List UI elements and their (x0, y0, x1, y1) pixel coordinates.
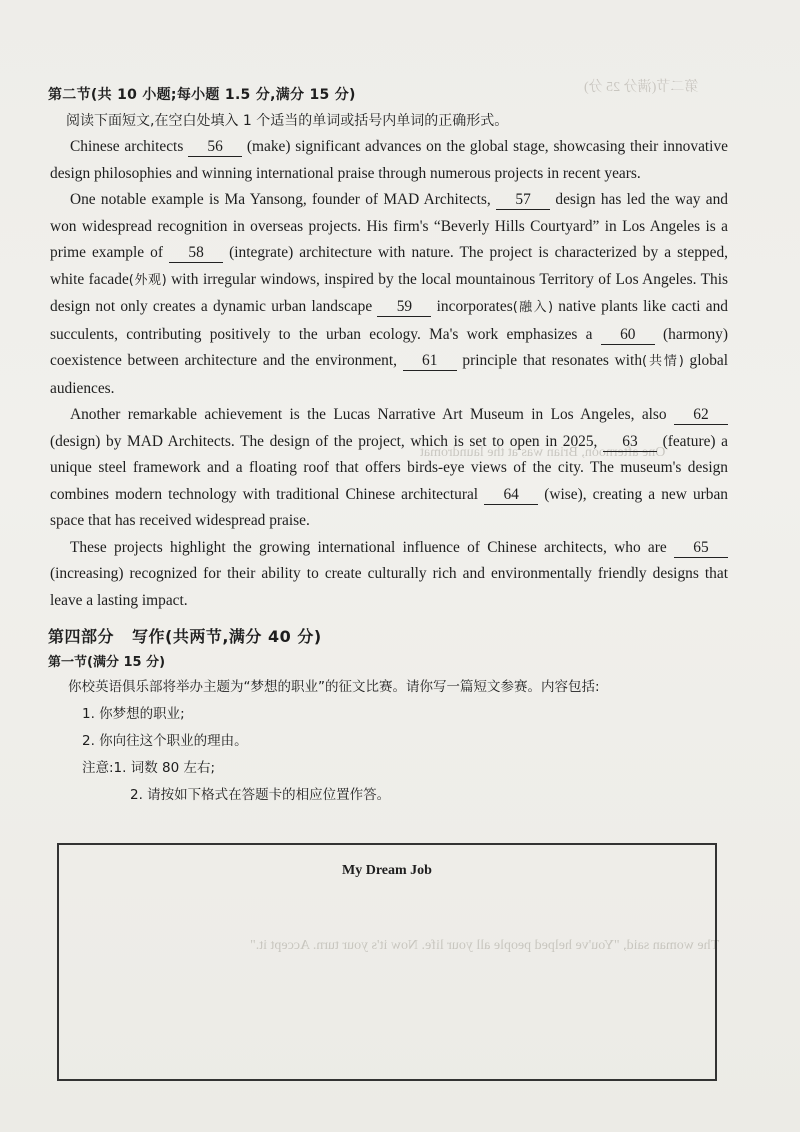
answer-blank-63[interactable]: 63 (603, 433, 657, 452)
task-intro: 你校英语俱乐部将举办主题为“梦想的职业”的征文比赛。请你写一篇短文参赛。内容包括: (68, 679, 600, 695)
section2-instruction: 阅读下面短文,在空白处填入 1 个适当的单词或括号内单词的正确形式。 (66, 113, 509, 129)
answer-blank-65[interactable]: 65 (674, 539, 728, 558)
passage-paragraph-2: One notable example is Ma Yansong, founder of MAD Architects, 57 design has led the way and won widespread recognition in overseas projects. His firm's “Beverly Hills Courtyard” in Los Angeles is a prime example of 58 (integrate) architecture with nature. The project is characterized by a stepped, white facade(外观) with irregular windows, inspired by the local mountainous Territory of Los Angeles. This design not only creates a dynamic urban landscape 59 incorporates(融入) native plants like cacti and succulents, contributing positively to the urban ecology. Ma's work emphasizes a 60 (harmony) coexistence between architecture and the environment, 61 principle that resonates with(共情) global audiences. (50, 191, 728, 397)
writing-task (50, 674, 728, 809)
answer-blank-58[interactable]: 58 (169, 244, 223, 263)
bleed-through-text: The woman said, "You've helped people all your life. Now it's your turn. Accept it." (250, 938, 720, 953)
answer-blank-62[interactable]: 62 (674, 406, 728, 425)
passage-paragraph-1: Chinese architects 56 (make) significant advances on the global stage, showcasing their innovative design philosophies and winning international praise through numerous projects in recent years. (50, 138, 728, 182)
bleed-through-text: 第二节(满分 25 分) (584, 80, 699, 95)
answer-blank-64[interactable]: 64 (484, 486, 538, 505)
task-point-1: 1. 你梦想的职业; (82, 706, 185, 722)
answer-blank-59[interactable]: 59 (377, 298, 431, 317)
answer-blank-60[interactable]: 60 (601, 326, 655, 345)
passage-paragraph-4: These projects highlight the growing international influence of Chinese architects, who are 65 (increasing) recognized for their ability to create culturally rich and environmentally friendly designs that leave a lasting impact. (50, 538, 728, 609)
answer-box-title: My Dream Job (342, 863, 432, 878)
passage-paragraph-3: Another remarkable achievement is the Lucas Narrative Art Museum in Los Angeles, also 62 (design) by MAD Architects. The design of the project, which is set to open in 2025, 63 (feature) a unique steel framework and a floating roof that offers birds-eye views of the city. The museum's design combines modern technology with traditional Chinese architectural 64 (wise), creating a new urban space that has received widespread praise. (50, 406, 728, 529)
answer-blank-56[interactable]: 56 (188, 138, 242, 157)
task-point-2: 2. 你向往这个职业的理由。 (82, 733, 248, 749)
answer-blank-61[interactable]: 61 (403, 352, 457, 371)
part4-heading: 第四部分 写作(共两节,满分 40 分) (48, 627, 322, 646)
answer-blank-57[interactable]: 57 (496, 191, 550, 210)
task-note-1: 注意:1. 词数 80 左右; (82, 760, 216, 776)
exam-content (50, 84, 728, 809)
part4-section1-heading: 第一节(满分 15 分) (48, 655, 166, 670)
task-note-2: 2. 请按如下格式在答题卡的相应位置作答。 (130, 787, 391, 803)
bleed-through-text: One afternoon, Brian was at the laundromat (420, 445, 666, 460)
answer-box[interactable] (57, 843, 720, 1081)
section2-heading: 第二节(共 10 小题;每小题 1.5 分,满分 15 分) (48, 87, 356, 103)
